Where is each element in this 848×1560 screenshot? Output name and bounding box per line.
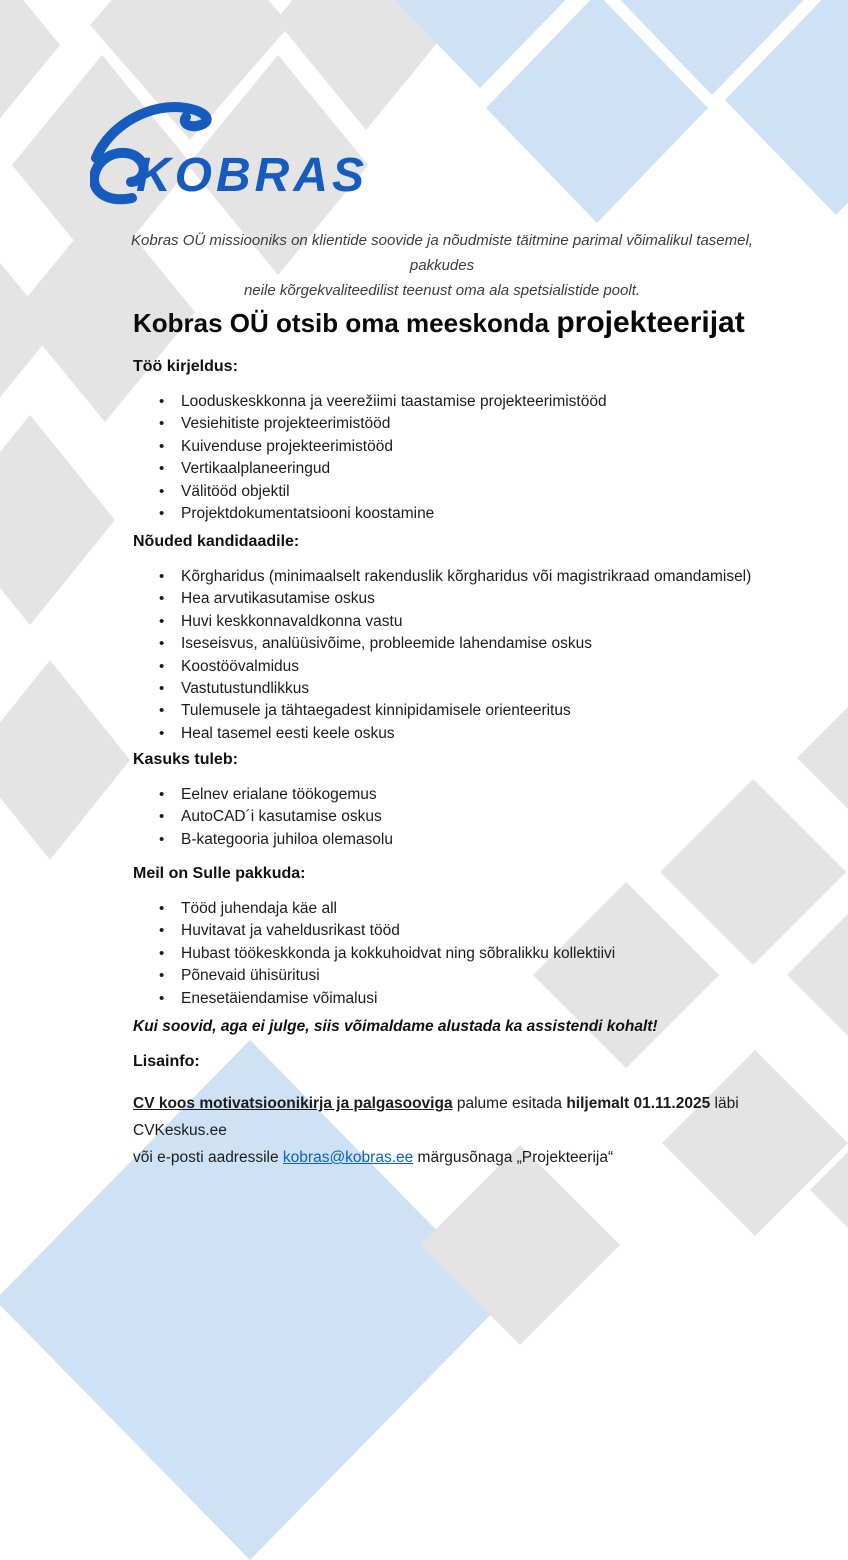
diamond-decoration: [797, 665, 848, 851]
section-title: Kasuks tuleb:: [133, 751, 238, 768]
bullet-item: • Iseseisvus, analüüsivõime, probleemide lahendamise oskus: [133, 633, 753, 655]
section-bullet-list: [133, 391, 753, 525]
bullet-item: • Eelnev erialane töökogemus: [133, 784, 753, 806]
diamond-decoration: [0, 220, 55, 440]
cv-requirement: CV koos motivatsioonikirja ja palgasooviga: [133, 1095, 453, 1112]
bullet-item: • Kuivenduse projekteerimistööd: [133, 436, 753, 458]
section-bullet-list: [133, 566, 753, 745]
bullet-item: • Huvi keskkonnavaldkonna vastu: [133, 611, 753, 633]
bullet-item: • Projektdokumentatsiooni koostamine: [133, 503, 753, 525]
bullet-item: • Tööd juhendaja käe all: [133, 898, 753, 920]
bullet-item: • Enesetäiendamise võimalusi: [133, 988, 753, 1010]
bullet-item: • Huvitavat ja vaheldusrikast tööd: [133, 920, 753, 942]
section-bullet-list: [133, 784, 753, 851]
section: [133, 357, 753, 525]
assistant-note: Kui soovid, aga ei julge, siis võimaldame alustada ka assistendi kohalt!: [133, 1018, 658, 1035]
bullet-item: • Hubast töökeskkonda ja kokkuhoidvat ning sõbralikku kollektiivi: [133, 943, 753, 965]
kobras-logo: [90, 98, 400, 208]
section: [133, 864, 753, 1010]
mission-line-2: neile kõrgekvaliteedilist teenust oma ala spetsialistide poolt.: [243, 282, 641, 299]
bullet-item: • Välitööd objektil: [133, 481, 753, 503]
page-title: [133, 303, 745, 340]
section-title: Töö kirjeldus:: [133, 358, 238, 375]
bullet-item: • Heal tasemel eesti keele oskus: [133, 723, 753, 745]
application-instructions: [133, 1090, 773, 1171]
bullet-item: • Koostöövalmidus: [133, 656, 753, 678]
bullet-item: • Hea arvutikasutamise oskus: [133, 588, 753, 610]
section-bullet-list: [133, 898, 753, 1010]
mission-line-1: Kobras OÜ missiooniks on klientide soovide ja nõudmiste täitmine parimal võimalikul tasemel, pakkudes: [131, 232, 753, 274]
footer-mid1: palume esitada: [452, 1095, 567, 1112]
page-title-position: projekteerijat: [556, 306, 745, 339]
section: [133, 532, 753, 745]
footer-mid2: läbi CVKeskus.ee: [133, 1095, 739, 1139]
page-title-prefix: Kobras OÜ otsib oma meeskonda: [133, 308, 557, 338]
bullet-item: • Põnevaid ühisüritusi: [133, 965, 753, 987]
bullet-item: • Looduskeskkonna ja veerežiimi taastamise projekteerimistööd: [133, 391, 753, 413]
footer-line2-pre: või e-posti aadressile: [133, 1149, 283, 1166]
lisainfo-label: Lisainfo:: [133, 1053, 200, 1070]
bullet-item: • Vastutustundlikkus: [133, 678, 753, 700]
diamond-decoration: [0, 660, 130, 860]
mission-statement: [97, 228, 787, 303]
diamond-decoration: [0, 415, 115, 625]
bullet-item: • Vertikaalplaneeringud: [133, 458, 753, 480]
section-title: Meil on Sulle pakkuda:: [133, 865, 306, 882]
email-link[interactable]: kobras@kobras.ee: [282, 1149, 414, 1166]
bullet-item: • B-kategooria juhiloa olemasolu: [133, 829, 753, 851]
logo-wordmark: KOBRAS: [136, 149, 369, 202]
deadline: hiljemalt 01.11.2025: [566, 1095, 711, 1112]
bullet-item: • Kõrgharidus (minimaalselt rakenduslik kõrgharidus või magistrikraad omandamisel): [133, 566, 753, 588]
footer-line2-post: märgusõnaga „Projekteerija“: [413, 1149, 614, 1166]
section: [133, 750, 753, 851]
section-title: Nõuded kandidaadile:: [133, 533, 300, 550]
bullet-item: • Tulemusele ja tähtaegadest kinnipidamisele orienteeritus: [133, 700, 753, 722]
bullet-item: • AutoCAD´i kasutamise oskus: [133, 806, 753, 828]
bullet-item: • Vesiehitiste projekteerimistööd: [133, 413, 753, 435]
